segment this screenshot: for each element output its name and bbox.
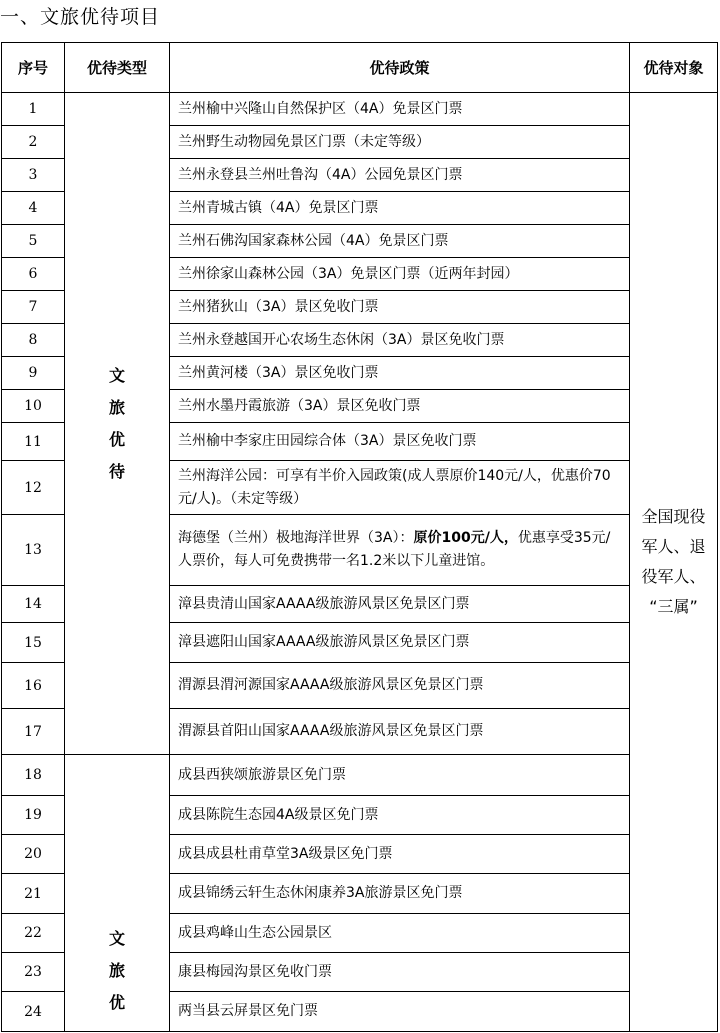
policy-text: 成县鸡峰山生态公园景区	[170, 914, 630, 953]
policy-text: 成县陈院生态园4A级景区免门票	[170, 796, 630, 835]
policy-text: 兰州石佛沟国家森林公园（4A）免景区门票	[170, 225, 630, 258]
row-number: 19	[2, 796, 65, 835]
policy-text: 兰州海洋公园：可享有半价入园政策(成人票原价140元/人，优惠价70元/人)。（未定等级）	[170, 461, 630, 515]
row-number: 15	[2, 623, 65, 663]
policy-text: 兰州永登越国开心农场生态休闲（3A）景区免收门票	[170, 324, 630, 357]
row-number: 5	[2, 225, 65, 258]
policy-text: 渭源县首阳山国家AAAA级旅游风景区免景区门票	[170, 709, 630, 755]
table-header-row	[2, 43, 718, 93]
policy-text: 兰州榆中兴隆山自然保护区（4A）免景区门票	[170, 93, 630, 126]
row-number: 17	[2, 709, 65, 755]
row-number: 13	[2, 515, 65, 586]
row-number: 2	[2, 126, 65, 159]
row-number: 10	[2, 390, 65, 423]
policy-text: 成县成县杜甫草堂3A级景区免门票	[170, 835, 630, 874]
policy-text: 康县梅园沟景区免收门票	[170, 953, 630, 992]
type-label: 文 旅 优	[108, 929, 125, 1012]
policy-text: 兰州榆中李家庄田园综合体（3A）景区免收门票	[170, 423, 630, 461]
row-number: 3	[2, 159, 65, 192]
row-number: 24	[2, 992, 65, 1032]
row-number: 6	[2, 258, 65, 291]
row-number: 21	[2, 874, 65, 914]
header-policy: 优待政策	[170, 43, 630, 93]
policy-text: 兰州青城古镇（4A）免景区门票	[170, 192, 630, 225]
row-number: 7	[2, 291, 65, 324]
policy-text: 成县锦绣云轩生态休闲康养3A旅游景区免门票	[170, 874, 630, 914]
type-cell-group-2	[65, 755, 170, 1032]
policy-text: 渭源县渭河源国家AAAA级旅游风景区免景区门票	[170, 663, 630, 709]
header-type: 优待类型	[65, 43, 170, 93]
price-highlight: 原价100元/人，	[413, 530, 518, 546]
row-number: 16	[2, 663, 65, 709]
policy-text: 兰州野生动物园免景区门票（未定等级）	[170, 126, 630, 159]
header-target: 优待对象	[630, 43, 718, 93]
row-number: 8	[2, 324, 65, 357]
target-cell: 全国现役 军人、退 役军人、 “三属”	[630, 93, 718, 1032]
policy-text: 漳县贵清山国家AAAA级旅游风景区免景区门票	[170, 586, 630, 623]
row-number: 18	[2, 755, 65, 796]
row-number: 20	[2, 835, 65, 874]
table-row	[2, 755, 718, 796]
benefits-table	[1, 42, 718, 1032]
row-number: 12	[2, 461, 65, 515]
policy-text: 漳县遮阳山国家AAAA级旅游风景区免景区门票	[170, 623, 630, 663]
policy-text: 兰州黄河楼（3A）景区免收门票	[170, 357, 630, 390]
row-number: 1	[2, 93, 65, 126]
policy-text: 兰州永登县兰州吐鲁沟（4A）公园免景区门票	[170, 159, 630, 192]
policy-text: 海德堡（兰州）极地海洋世界（3A）：原价100元/人，优惠享受35元/人票价，每人可免费携带一名1.2米以下儿童进馆。	[170, 515, 630, 586]
row-number: 23	[2, 953, 65, 992]
policy-text: 兰州徐家山森林公园（3A）免景区门票（近两年封园）	[170, 258, 630, 291]
policy-text: 成县西狭颂旅游景区免门票	[170, 755, 630, 796]
header-no: 序号	[2, 43, 65, 93]
section-heading: 一、文旅优待项目	[0, 6, 161, 28]
type-cell-group-1	[65, 93, 170, 755]
row-number: 9	[2, 357, 65, 390]
policy-text: 兰州水墨丹霞旅游（3A）景区免收门票	[170, 390, 630, 423]
table-row	[2, 93, 718, 126]
row-number: 14	[2, 586, 65, 623]
row-number: 22	[2, 914, 65, 953]
row-number: 4	[2, 192, 65, 225]
policy-text: 两当县云屏景区免门票	[170, 992, 630, 1032]
policy-text: 兰州猪狄山（3A）景区免收门票	[170, 291, 630, 324]
row-number: 11	[2, 423, 65, 461]
type-label: 文 旅 优 待	[108, 365, 125, 481]
